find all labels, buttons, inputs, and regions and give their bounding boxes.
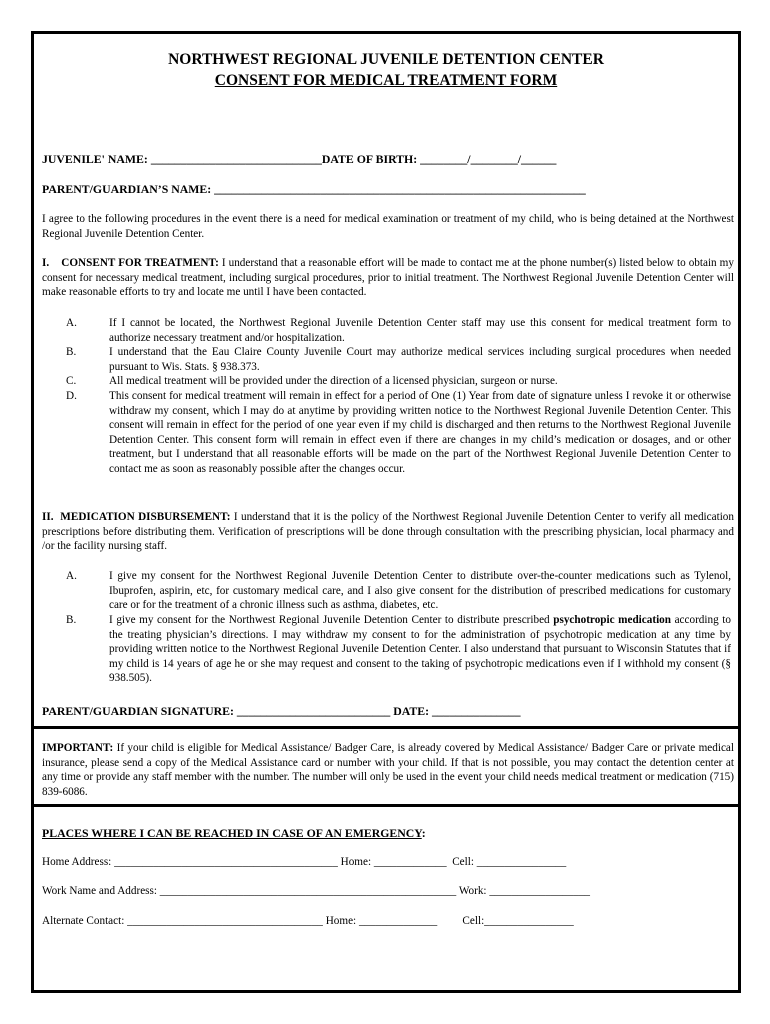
signature-field[interactable]: __________________________ [236, 704, 391, 718]
important-text: If your child is eligible for Medical Assistance/ Badger Care, is already covered by Medical Assistance/ Badger Care or private medical insurance, please send a copy of the Medical Assistance card or number with your child. If that is not possible, you may contact the detention center at any time or provide any staff member with the number. The number will only be used in the event your child needs medical treatment or medication (715) 839-6086. [42, 742, 734, 798]
section2-text: I understand that it is the policy of the Northwest Regional Juvenile Detention Center to verify all medication prescriptions before distributing them. Verification of prescriptions will be done through consultation with the prescribing physician, local pharmacy and /or the facility nursing staff. [42, 511, 734, 552]
signature-date-label: DATE: [393, 704, 430, 718]
psychotropic-medication-emphasis: psychotropic medication [553, 614, 671, 626]
section2-heading: II. MEDICATION DISBURSEMENT: [42, 511, 231, 523]
section1-heading: I. CONSENT FOR TREATMENT: [42, 257, 219, 269]
section1-text: I understand that a reasonable effort will be made to contact me at the phone number(s) listed below to obtain my consent for necessary medical treatment, including surgical procedures, prior to initial treatment. The Northwest Regional Juvenile Detention Center will make reasonable efforts to try and locate me until I have been contacted. [42, 257, 734, 298]
consent-form-page: NORTHWEST REGIONAL JUVENILE DETENTION CENTER CONSENT FOR MEDICAL TREATMENT FORM JUVENILE' NAME: _____________________________DATE OF BIRTH: ________/________/______ PARENT/GUARDIAN’S NAME: _______________________________________________________________ I agree to the following procedures in the event there is a need for medical examination or treatment of my child, who is being detained at the Northwest Regional Juvenile Detention Center. I. CONSENT FOR TREATMENT: I understand that a reasonable effort will be made to contact me at the phone number(s) listed below to obtain my consent for necessary medical treatment, including surgical procedures, prior to initial treatment. The Northwest Regional Juvenile Detention Center will make reasonable efforts to try and locate me until I have been contacted. A. If I cannot be located, the Northwest Regional Juvenile Detention Center staff may use this consent for medical treatment form to authorize necessary treatment and/or hospitalization. B. I understand that the Eau Claire County Juvenile Court may authorize medical services including surgical procedures when needed pursuant to Wis. Stats. § 938.373. C. All medical treatment will be provided under the direction of a licensed physician, surgeon or nurse. D. This consent for medical treatment will remain in effect for a period of One (1) Year from date of signature unless I revoke it or otherwise withdraw my consent, which I may do at anytime by providing written notice to the Northwest Regional Juvenile Detention Center. This consent will remain in effect for the period of one year even if my child is discharged and then returns to the Northwest Regional Juvenile Detention Center. This consent form will remain in effect even if there are changes in my child’s medication or dosages, and or other treatment, but I understand that all reasonable efforts will be made on the part of the Northwest Regional Juvenile Detention Center to contact me as soon as reasonably possible after the changes occur. II. MEDICATION DISBURSEMENT: I understand that it is the policy of the Northwest Regional Juvenile Detention Center to verify all medication prescriptions before distributing them. Verification of prescriptions will be done through consultation with the prescribing physician, local pharmacy and /or the facility nursing staff. A. I give my consent for the Northwest Regional Juvenile Detention Center to distribute over-the-counter medications such as Tylenol, Ibuprofen, aspirin, etc, for customary medical care, and I also give consent for the distribution of prescribed medications for customary care or for the treatment of a chronic illness such as asthma, diabetes, etc. B. I give my consent for the Northwest Regional Juvenile Detention Center to distribute prescribed psychotropic medication according to the treating physician’s directions. I may withdraw my consent to for the administration of psychotropic medication at any time by providing written notice to the Northwest Regional Juvenile Detention Center. I also understand that pursuant to Wisconsin Statutes that if my child is 14 years of age he or she may request and consent to the taking of psychotropic medications even if I withhold my consent (§ 938.505). PARENT/GUARDIAN SIGNATURE: __________________________ DATE: _______________ IMPORTANT: If your child is eligible for Medical Assistance/ Badger Care, is already covered by Medical Assistance/ Badger Care or private medical insurance, please send a copy of the Medical Assistance card or number with your child. If that is not possible, you may contact the detention center at any time or provide any staff member with the number. The number will only be used in the event your child needs medical treatment or medication (715) 839-6086. PLACES WHERE I CAN BE REACHED IN CASE OF AN EMERGENCY: Home Address: ________________________________________ Home: _____________ Cell: ________________ Work Name and Address: _____________________________________________________ Work: __________________ Alternate Contact: ___________________________________ Home: ______________ Cell:________________ [31, 31, 741, 993]
dob-label: DATE OF BIRTH: [321, 152, 418, 166]
divider [34, 726, 738, 729]
parent-name-field[interactable]: _______________________________________________________________ [214, 182, 586, 196]
section-medication-disbursement [42, 510, 734, 554]
signature-row [42, 704, 520, 719]
intro-paragraph: I agree to the following procedures in the event there is a need for medical examination or treatment of my child, who is being detained at the Northwest Regional Juvenile Detention Center. [42, 213, 734, 240]
form-subtitle: CONSENT FOR MEDICAL TREATMENT FORM [214, 72, 558, 89]
signature-date-field[interactable]: _______________ [432, 704, 521, 718]
important-label: IMPORTANT: [42, 742, 114, 754]
divider [34, 804, 738, 807]
juvenile-name-label: JUVENILE' NAME: [42, 152, 148, 166]
home-address-field[interactable]: Home Address: ________________________________________ Home: _____________ Cell: ________________ [42, 856, 567, 868]
juvenile-name-row [42, 152, 556, 167]
juvenile-name-field[interactable]: _____________________________ [150, 152, 322, 166]
form-title: NORTHWEST REGIONAL JUVENILE DETENTION CENTER [168, 51, 604, 68]
dob-field[interactable]: ________/________/______ [420, 152, 557, 166]
parent-name-label: PARENT/GUARDIAN’S NAME: [42, 182, 212, 196]
work-address-field[interactable]: Work Name and Address: _____________________________________________________ Work: __________________ [42, 885, 591, 897]
alternate-contact-field[interactable]: Alternate Contact: ___________________________________ Home: ______________ Cell:________________ [42, 915, 574, 927]
signature-label: PARENT/GUARDIAN SIGNATURE: [42, 704, 234, 718]
parent-name-row [42, 182, 586, 197]
section-consent-treatment [42, 256, 734, 300]
emergency-heading: PLACES WHERE I CAN BE REACHED IN CASE OF AN EMERGENCY: [42, 826, 426, 840]
important-notice [42, 741, 734, 799]
